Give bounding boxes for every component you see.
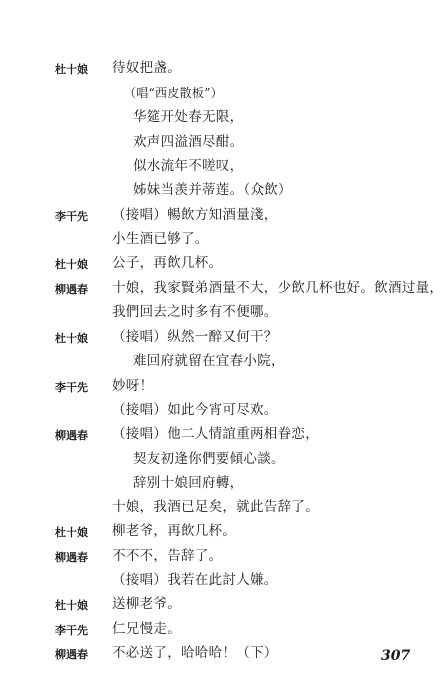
dialogue-text: 姊妹当羡并蒂莲。（众飲） [133, 182, 292, 198]
dialogue-line [0, 570, 445, 594]
dialogue-text: 小生酒已够了。 [112, 231, 209, 247]
dialogue-line [0, 205, 445, 229]
dialogue-text: 不必送了，哈哈哈！（下） [112, 645, 278, 661]
speaker-name: 杜十娘 [55, 526, 88, 539]
dialogue-line [0, 521, 445, 545]
dialogue-text: 华筵开处春无限， [133, 109, 244, 125]
dialogue-text: 欢声四溢酒尽酣。 [133, 134, 244, 150]
dialogue-line [0, 58, 445, 82]
dialogue-text: 公子，再飲几杯。 [112, 255, 223, 271]
dialogue-line [0, 424, 445, 448]
dialogue-line [0, 132, 445, 156]
dialogue-text: （接唱）纵然一醉又何干？ [112, 329, 278, 345]
dialogue-text: 不不不，告辞了。 [112, 548, 223, 564]
speaker-name: 杜十娘 [55, 63, 88, 76]
dialogue-text: 似水流年不嗟叹， [133, 158, 244, 174]
speaker-name: 柳遇春 [55, 283, 88, 296]
dialogue-text: 十娘，我家賢弟酒量不大，少飲几杯也好。飲酒过量， [112, 280, 444, 296]
speaker-name: 杜十娘 [55, 332, 88, 345]
dialogue-text: （接唱）我若在此討人嫌。 [112, 572, 278, 588]
page-number: 307 [381, 648, 411, 664]
dialogue-text: 柳老爷，再飲几杯。 [112, 523, 237, 539]
dialogue-line [0, 180, 445, 204]
dialogue-text: （接唱）暢飲方知酒量淺， [112, 207, 278, 223]
speaker-name: 柳遇春 [55, 551, 88, 564]
dialogue-text: 辞别十娘回府轉， [133, 475, 244, 491]
dialogue-text: 我們回去之时多有不便哪。 [112, 304, 278, 320]
dialogue-line [0, 400, 445, 424]
dialogue-line [0, 376, 445, 400]
dialogue-line [0, 449, 445, 473]
dialogue-line [0, 351, 445, 375]
dialogue-text: 送柳老爷。 [112, 596, 181, 612]
dialogue-line [0, 546, 445, 570]
dialogue-text: （接唱）如此今宵可尽欢。 [112, 402, 278, 418]
dialogue-line [0, 229, 445, 253]
speaker-name: 杜十娘 [55, 599, 88, 612]
dialogue-text: 十娘，我酒已足矣，就此告辞了。 [112, 499, 319, 515]
dialogue-line [0, 327, 445, 351]
speaker-name: 柳遇春 [55, 648, 88, 661]
dialogue-text: 难回府就留在宜春小院， [133, 353, 285, 369]
dialogue-line [0, 83, 445, 107]
speaker-name: 李干先 [55, 381, 88, 394]
dialogue-line [0, 107, 445, 131]
dialogue-line [0, 619, 445, 643]
dialogue-line [0, 497, 445, 521]
dialogue-line [0, 253, 445, 277]
dialogue-text: （唱“西皮散板”） [124, 86, 223, 100]
dialogue-text: 仁兄慢走。 [112, 621, 181, 637]
dialogue-line [0, 156, 445, 180]
dialogue-line [0, 278, 445, 302]
speaker-name: 李干先 [55, 210, 88, 223]
dialogue-text: 契友初逢你們要傾心談。 [133, 451, 285, 467]
dialogue-text: 待奴把盏。 [112, 60, 181, 76]
dialogue-line [0, 594, 445, 618]
speaker-name: 杜十娘 [55, 258, 88, 271]
dialogue-line [0, 643, 445, 667]
dialogue-text: （接唱）他二人情誼重两相眷恋， [112, 426, 319, 442]
dialogue-line [0, 302, 445, 326]
speaker-name: 李干先 [55, 624, 88, 637]
dialogue-line [0, 473, 445, 497]
dialogue-text: 妙呀！ [112, 378, 154, 394]
speaker-name: 柳遇春 [55, 429, 88, 442]
